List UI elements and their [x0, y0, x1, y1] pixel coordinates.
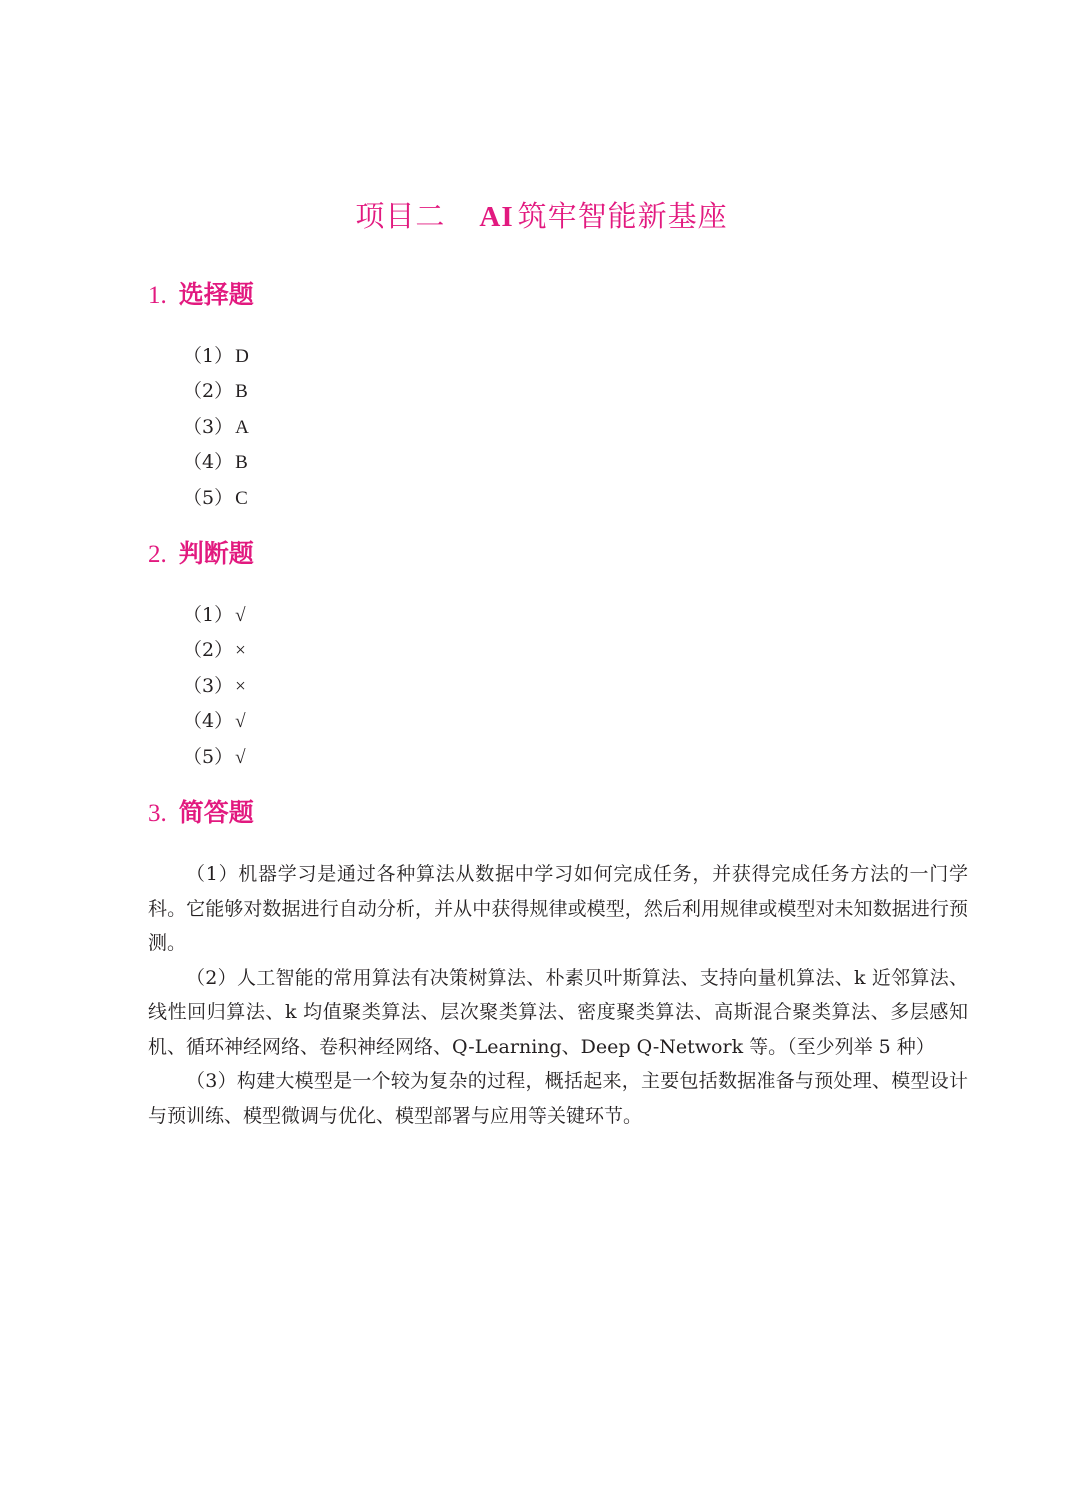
- item-label: （5）: [183, 745, 234, 768]
- title-prefix: 项目二: [355, 199, 446, 233]
- choice-answer-list: [183, 339, 249, 516]
- item-value: √: [235, 605, 246, 626]
- section-heading-choice: [148, 278, 254, 313]
- list-item: [183, 704, 246, 739]
- list-item: [183, 598, 246, 633]
- section-number: 2.: [148, 541, 167, 568]
- section-number: 3.: [148, 800, 167, 827]
- page-title: [0, 196, 1083, 237]
- item-label: （4）: [183, 451, 234, 474]
- section-title: 判断题: [178, 539, 254, 568]
- list-item: [183, 374, 249, 409]
- short-answer-body: [148, 857, 968, 1133]
- item-label: （3）: [183, 415, 234, 438]
- answer-paragraph: （1）机器学习是通过各种算法从数据中学习如何完成任务，并获得完成任务方法的一门学科。它能够对数据进行自动分析，并从中获得规律或模型，然后利用规律或模型对未知数据进行预测。: [148, 863, 968, 954]
- item-label: （2）: [183, 380, 234, 403]
- item-value: B: [235, 381, 248, 403]
- answer-paragraph: （2）人工智能的常用算法有决策树算法、朴素贝叶斯算法、支持向量机算法、k 近邻算法、线性回归算法、k 均值聚类算法、层次聚类算法、密度聚类算法、高斯混合聚类算法、多层感知机、循环神经网络、卷积神经网络、Q-Learning、Deep Q-Network 等。（至少列举 5 种）: [148, 966, 968, 1058]
- list-item: [183, 669, 246, 704]
- list-item: [183, 633, 246, 668]
- list-item: [183, 410, 249, 445]
- list-item: [183, 481, 249, 516]
- list-item: [183, 445, 249, 480]
- item-label: （4）: [183, 710, 234, 733]
- item-label: （1）: [183, 604, 234, 626]
- list-item: [183, 740, 246, 775]
- item-value: A: [235, 416, 249, 438]
- judgment-answer-list: [183, 598, 246, 775]
- item-value: √: [235, 711, 246, 733]
- item-label: （1）: [183, 345, 234, 367]
- list-item: [183, 339, 249, 374]
- section-number: 1.: [148, 282, 167, 309]
- title-ai: AI: [479, 201, 514, 233]
- section-heading-short-answer: [148, 796, 254, 831]
- item-label: （2）: [183, 639, 234, 662]
- section-title: 简答题: [178, 798, 254, 827]
- section-heading-judgment: [148, 537, 254, 572]
- answer-paragraph: （3）构建大模型是一个较为复杂的过程，概括起来，主要包括数据准备与预处理、模型设计与预训练、模型微调与优化、模型部署与应用等关键环节。: [148, 1070, 968, 1127]
- item-label: （5）: [183, 486, 234, 509]
- item-label: （3）: [183, 674, 234, 697]
- section-title: 选择题: [178, 280, 254, 309]
- item-value: ×: [235, 675, 246, 697]
- item-value: B: [235, 452, 248, 474]
- item-value: √: [235, 746, 246, 768]
- item-value: D: [235, 346, 249, 367]
- title-rest: 筑牢智能新基座: [517, 199, 728, 233]
- item-value: C: [235, 487, 248, 509]
- item-value: ×: [235, 640, 246, 662]
